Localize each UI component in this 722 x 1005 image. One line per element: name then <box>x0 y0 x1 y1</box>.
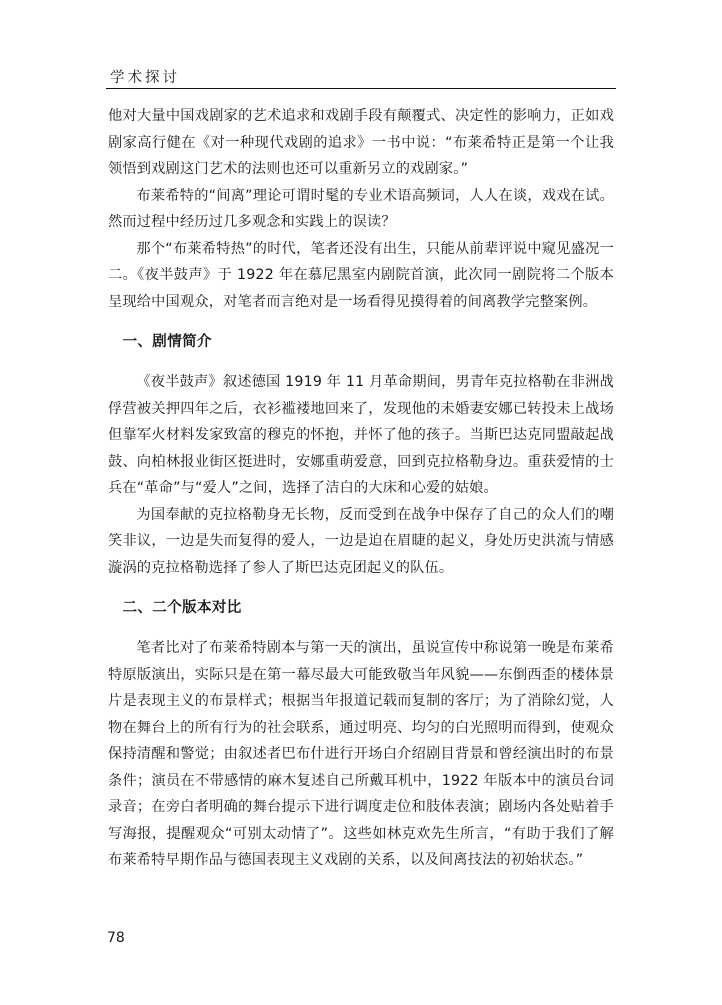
header-rule <box>106 88 616 89</box>
body-paragraph: 他对大量中国戏剧家的艺术追求和戏剧手段有颠覆式、决定性的影响力，正如戏剧家高行健在《对一种现代戏剧的追求》一书中说：“布莱希特正是第一个让我领悟到戏剧这门艺术的法则也还可以重新另立的戏剧家。” <box>108 108 614 177</box>
body-paragraph: 《夜半鼓声》叙述德国 1919 年 11 月革命期间，男青年克拉格勒在非洲战俘营被关押四年之后，衣衫褴褛地回来了，发现他的未婚妻安娜已转投未上战场但靠军火材料发家致富的穆克的怀抱，并怀了他的孩子。当斯巴达克同盟敲起战鼓、向柏林报业街区挺进时，安娜重萌爱意，回到克拉格勒身边。重获爱情的士兵在“革命”与“爱人”之间，选择了洁白的大床和心爱的姑娘。 <box>108 374 614 496</box>
body-paragraph: 为国奉献的克拉格勒身无长物，反而受到在战争中保存了自己的众人们的嘲笑非议，一边是失而复得的爱人，一边是迫在眉睫的起义，身处历史洪流与情感漩涡的克拉格勒选择了参人了斯巴达克团起义的队伍。 <box>108 506 614 576</box>
section-heading-comparison: 二、二个版本对比 <box>122 600 242 616</box>
section-heading-synopsis: 一、剧情简介 <box>122 334 212 350</box>
body-paragraph: 笔者比对了布莱希特剧本与第一天的演出，虽说宣传中称说第一晚是布莱希特原版演出，实际只是在第一幕尽最大可能致敬当年风貌——东倒西歪的楼体景片是表现主义的布景样式；根据当年报道记载而复制的客厅；为了消除幻觉，人物在舞台上的所有行为的社会联系，通过明亮、均匀的白光照明而得到，使观众保持清醒和警觉；由叙述者巴布什进行开场白介绍剧目背景和曾经演出时的布景条件；演员在不带感情的麻木复述自己所戴耳机中，1922 年版本中的演员台词录音；在旁白者明确的舞台提示下进行调度走位和肢体表演；剧场内各处贴着手写海报，提醒观众“可别太动情了”。这些如林克欢先生所言，“有助于我们了解布莱希特早期作品与德国表现主义戏剧的关系，以及间离技法的初始状态。” <box>108 640 614 868</box>
body-paragraph: 布莱希特的“间离”理论可谓时髦的专业术语高频词，人人在谈，戏戏在试。然而过程中经历过几多观念和实践上的误读？ <box>108 187 614 230</box>
running-header: 学术探讨 <box>110 70 180 86</box>
body-paragraph: 那个“布莱希特热”的时代，笔者还没有出生，只能从前辈评说中窥见盛况一二。《夜半鼓声》于 1922 年在慕尼黑室内剧院首演，此次同一剧院将二个版本呈现给中国观众，对笔者而言绝对是一场看得见摸得着的间离教学完整案例。 <box>108 240 614 310</box>
page-number: 78 <box>107 930 125 946</box>
article-body <box>108 103 614 874</box>
